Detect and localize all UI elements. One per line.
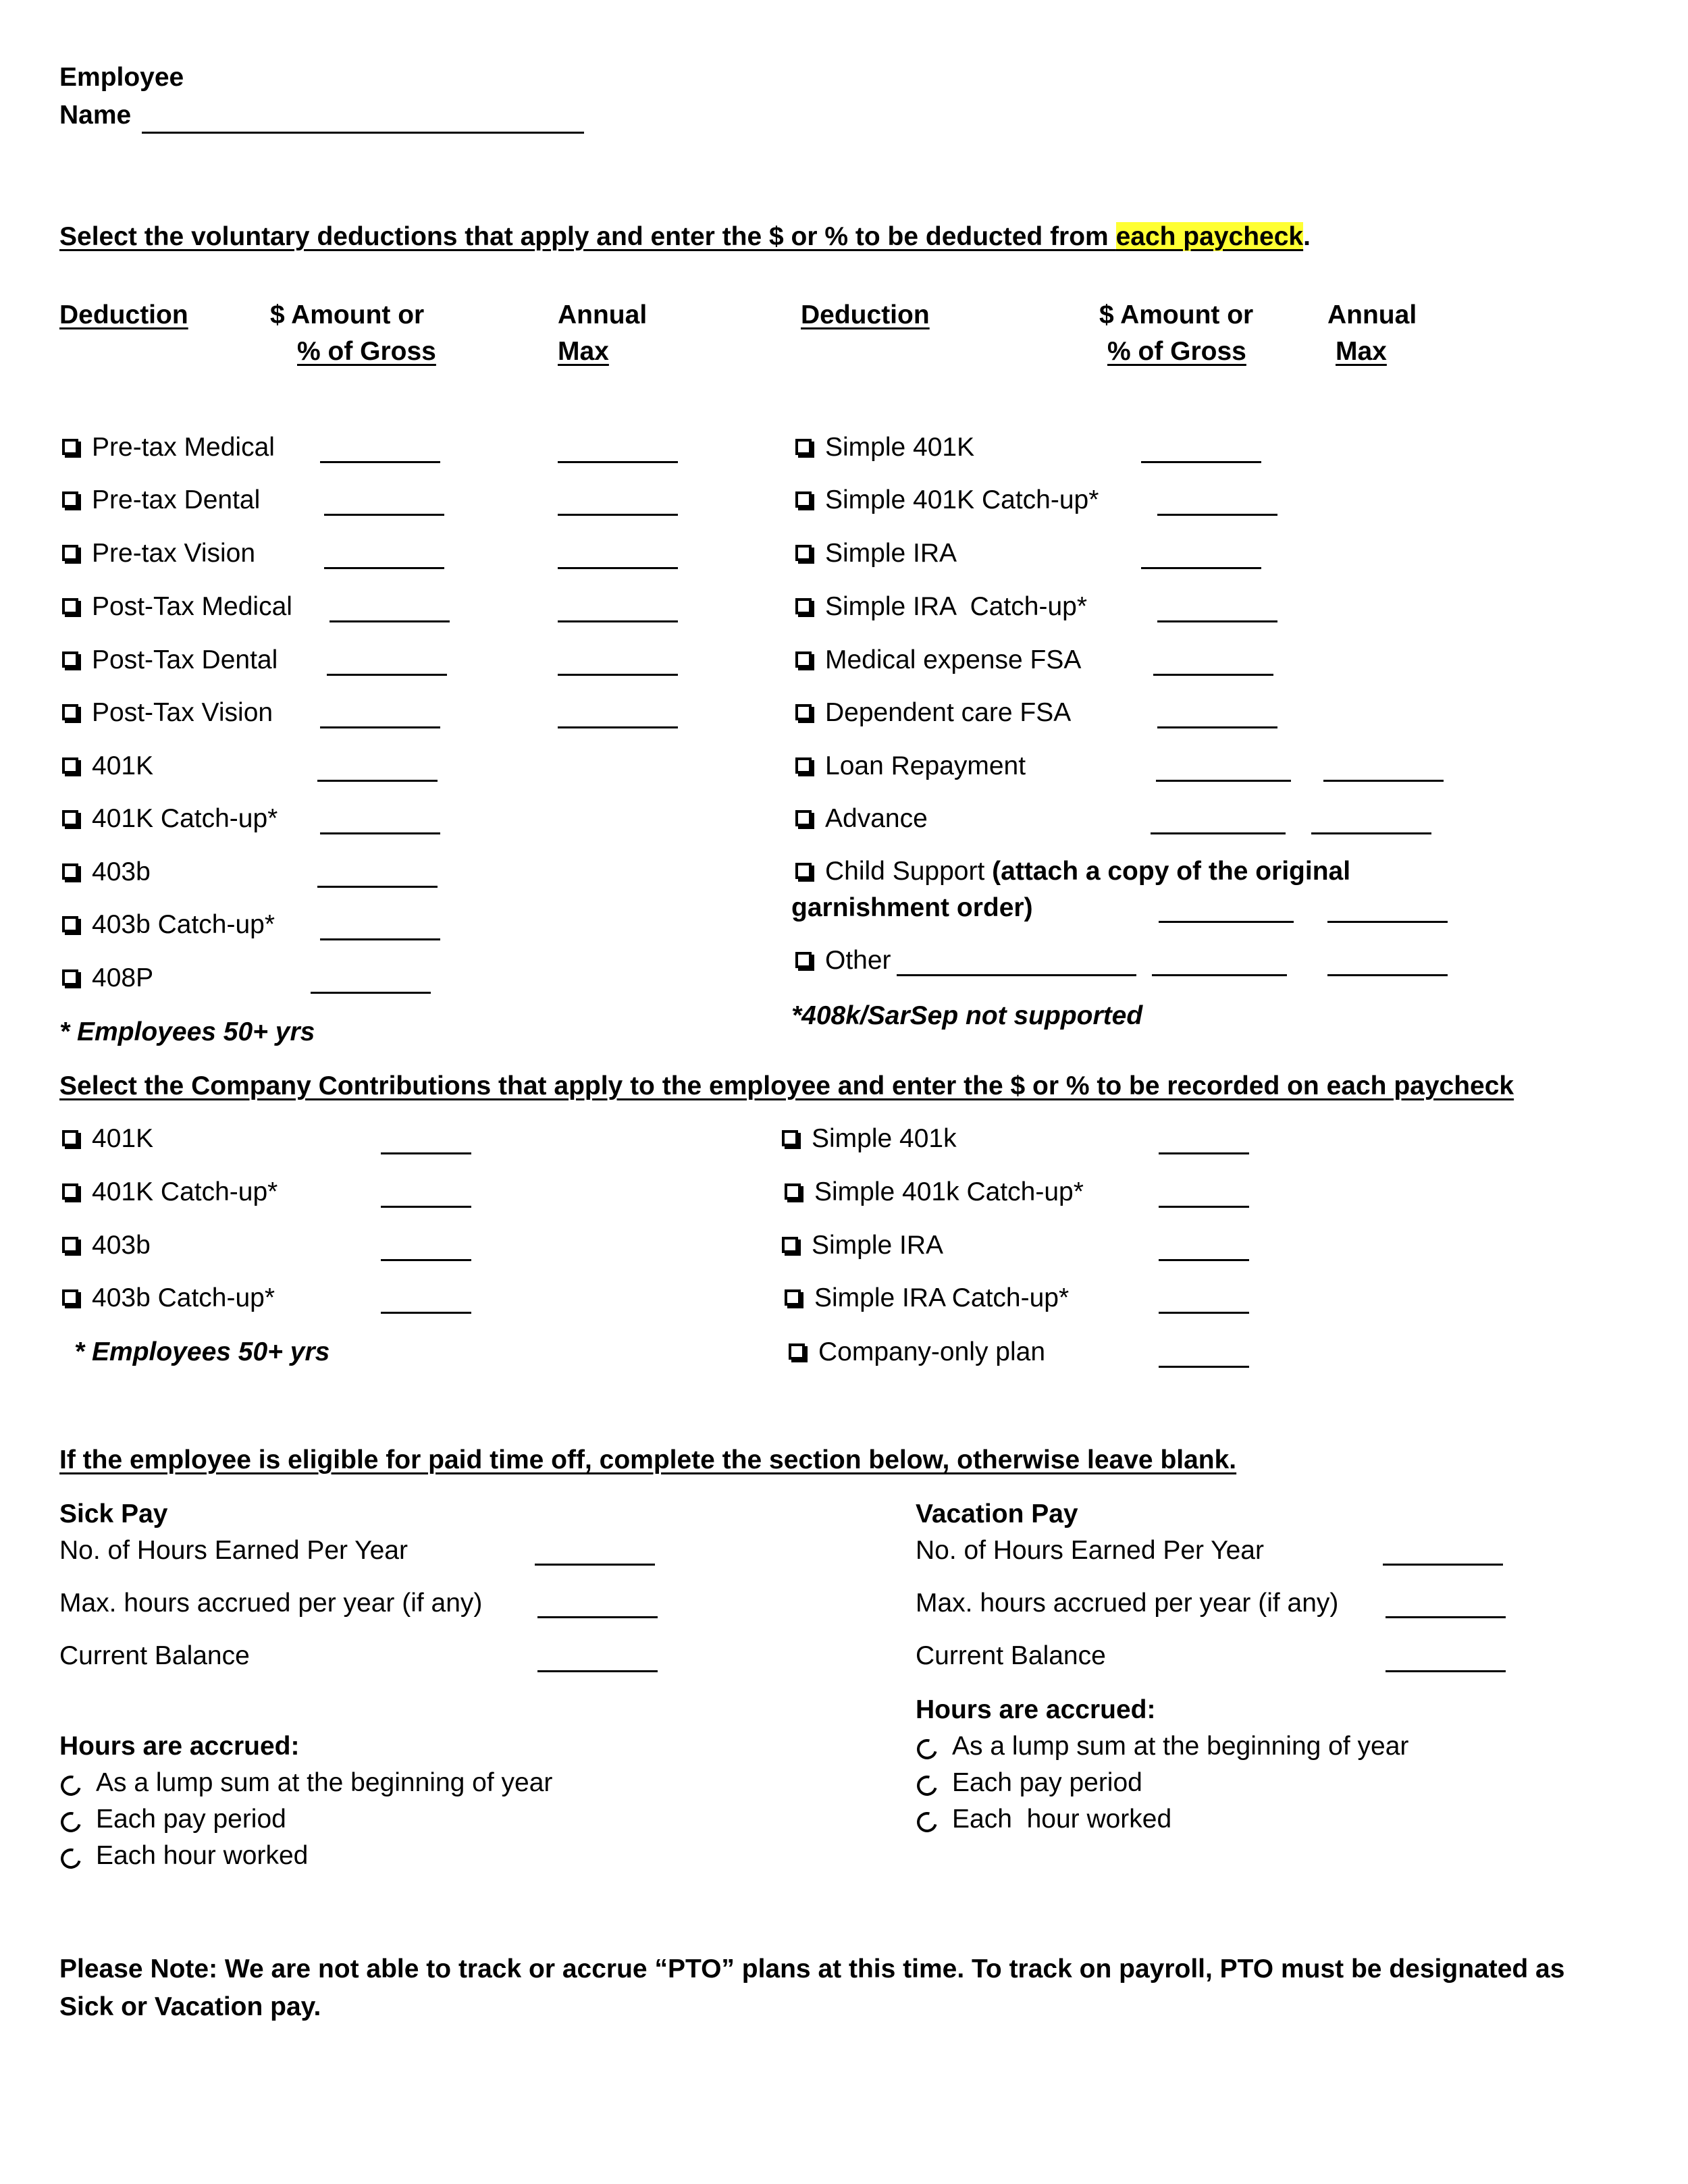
employee-label: Employee	[59, 63, 184, 92]
sick-current-balance-label: Current Balance	[59, 1641, 250, 1670]
col-deduction-left: Deduction	[59, 300, 188, 329]
vacation-as-a-lump-sum-at-the-beginning-of-year-label: As a lump sum at the beginning of year	[952, 1732, 1409, 1761]
post-tax-dental-max-field[interactable]	[558, 674, 678, 676]
dependent-care-fsa-amount-field[interactable]	[1157, 726, 1277, 728]
contrib-403b-checkbox[interactable]	[62, 1237, 78, 1253]
sick-current-balance-field[interactable]	[537, 1670, 658, 1672]
401k-catch-up-checkbox[interactable]	[62, 810, 78, 826]
pre-tax-dental-amount-field[interactable]	[324, 514, 444, 516]
contrib-company-only-plan-amount-field[interactable]	[1159, 1366, 1249, 1368]
name-label: Name	[59, 101, 132, 130]
vacation-hours-earned-label: No. of Hours Earned Per Year	[916, 1536, 1264, 1565]
contrib-simple-401k-catch-up-label: Simple 401k Catch-up*	[814, 1177, 1084, 1206]
sick-pay-title: Sick Pay	[59, 1499, 168, 1528]
post-tax-medical-amount-field[interactable]	[329, 620, 450, 622]
403b-label: 403b	[92, 857, 151, 886]
contrib-403b-catch-up-checkbox[interactable]	[62, 1289, 78, 1306]
contrib-simple-401k-label: Simple 401k	[812, 1124, 957, 1153]
contrib-401k-catch-up-checkbox[interactable]	[62, 1183, 78, 1200]
contrib-403b-amount-field[interactable]	[381, 1259, 471, 1261]
simple-401k-checkbox[interactable]	[795, 439, 812, 455]
child-support-label: Child Support	[825, 857, 985, 886]
post-tax-medical-max-field[interactable]	[558, 620, 678, 622]
contrib-company-only-plan-checkbox[interactable]	[789, 1343, 805, 1360]
medical-expense-fsa-label: Medical expense FSA	[825, 645, 1082, 674]
post-tax-dental-checkbox[interactable]	[62, 651, 78, 668]
vacation-current-balance-field[interactable]	[1386, 1670, 1506, 1672]
vacation-as-a-lump-sum-at-the-beginning-of-year-radio[interactable]	[914, 1736, 941, 1763]
408p-amount-field[interactable]	[311, 992, 431, 994]
pre-tax-medical-max-field[interactable]	[558, 461, 678, 463]
408p-label: 408P	[92, 963, 154, 992]
col-amount-left-1: $ Amount or	[270, 300, 425, 329]
contrib-simple-ira-catch-up-checkbox[interactable]	[785, 1289, 801, 1306]
vacation-each-hour-worked-label: Each hour worked	[952, 1805, 1172, 1834]
sick-accrued-label: Hours are accrued:	[59, 1732, 300, 1761]
sick-as-a-lump-sum-at-the-beginning-of-year-label: As a lump sum at the beginning of year	[96, 1768, 553, 1797]
contrib-simple-401k-amount-field[interactable]	[1159, 1152, 1249, 1154]
child-support-checkbox[interactable]	[795, 863, 812, 879]
sick-each-pay-period-label: Each pay period	[96, 1805, 286, 1834]
loan-repayment-max-field[interactable]	[1323, 780, 1444, 782]
col-annual-right-1: Annual	[1327, 300, 1417, 329]
left-footnote: * Employees 50+ yrs	[59, 1017, 315, 1046]
contrib-simple-ira-catch-up-label: Simple IRA Catch-up*	[814, 1283, 1070, 1312]
contributions-footnote: * Employees 50+ yrs	[74, 1337, 330, 1366]
vacation-each-pay-period-label: Each pay period	[952, 1768, 1142, 1797]
col-amount-left-2: % of Gross	[297, 337, 436, 366]
dependent-care-fsa-label: Dependent care FSA	[825, 698, 1072, 727]
simple-ira-catch-up-amount-field[interactable]	[1157, 620, 1277, 622]
pre-tax-dental-label: Pre-tax Dental	[92, 485, 261, 514]
post-tax-vision-max-field[interactable]	[558, 726, 678, 728]
contrib-simple-ira-label: Simple IRA	[812, 1231, 944, 1260]
child-support-row	[825, 856, 1350, 888]
contrib-company-only-plan-label: Company-only plan	[818, 1337, 1046, 1366]
col-annual-left-1: Annual	[558, 300, 648, 329]
sick-hours-earned-label: No. of Hours Earned Per Year	[59, 1536, 408, 1565]
sick-each-hour-worked-label: Each hour worked	[96, 1841, 309, 1870]
child-support-note-2: garnishment order)	[791, 893, 1033, 922]
pre-tax-medical-checkbox[interactable]	[62, 439, 78, 455]
contrib-simple-ira-amount-field[interactable]	[1159, 1259, 1249, 1261]
other-label: Other	[825, 946, 891, 975]
pre-tax-vision-max-field[interactable]	[558, 567, 678, 569]
pto-instruction: If the employee is eligible for paid time off, complete the section below, otherwise leave blank.	[59, 1445, 1237, 1474]
advance-checkbox[interactable]	[795, 810, 812, 826]
403b-checkbox[interactable]	[62, 863, 78, 880]
simple-401k-amount-field[interactable]	[1141, 461, 1261, 463]
vacation-current-balance-label: Current Balance	[916, 1641, 1106, 1670]
post-tax-dental-amount-field[interactable]	[327, 674, 447, 676]
contrib-simple-401k-catch-up-checkbox[interactable]	[785, 1183, 801, 1200]
advance-label: Advance	[825, 804, 928, 833]
pre-tax-dental-checkbox[interactable]	[62, 491, 78, 508]
sick-max-hours-label: Max. hours accrued per year (if any)	[59, 1589, 483, 1618]
simple-ira-catch-up-checkbox[interactable]	[795, 598, 812, 614]
other-checkbox[interactable]	[795, 952, 812, 968]
post-tax-dental-label: Post-Tax Dental	[92, 645, 278, 674]
sick-max-hours-field[interactable]	[537, 1616, 658, 1618]
contributions-instruction: Select the Company Contributions that apply to the employee and enter the $ or % to be recorded on each paycheck	[59, 1071, 1514, 1100]
pre-tax-medical-amount-field[interactable]	[320, 461, 440, 463]
simple-ira-catch-up-label: Simple IRA Catch-up*	[825, 592, 1088, 621]
simple-ira-checkbox[interactable]	[795, 545, 812, 561]
medical-expense-fsa-checkbox[interactable]	[795, 651, 812, 668]
child-support-amount-field[interactable]	[1159, 921, 1294, 923]
sick-each-pay-period-radio[interactable]	[57, 1809, 85, 1836]
401k-amount-field[interactable]	[317, 780, 438, 782]
simple-ira-label: Simple IRA	[825, 539, 957, 568]
contrib-401k-checkbox[interactable]	[62, 1130, 78, 1146]
contrib-simple-ira-catch-up-amount-field[interactable]	[1159, 1312, 1249, 1314]
403b-catch-up-amount-field[interactable]	[320, 938, 440, 940]
contrib-simple-401k-catch-up-amount-field[interactable]	[1159, 1206, 1249, 1208]
simple-401k-catch-up-amount-field[interactable]	[1157, 514, 1277, 516]
simple-401k-catch-up-checkbox[interactable]	[795, 491, 812, 508]
simple-ira-amount-field[interactable]	[1141, 567, 1261, 569]
contrib-403b-label: 403b	[92, 1231, 151, 1260]
child-support-note: (attach a copy of the original	[992, 857, 1351, 886]
post-tax-vision-label: Post-Tax Vision	[92, 698, 273, 727]
advance-max-field[interactable]	[1311, 832, 1431, 834]
sick-hours-earned-field[interactable]	[535, 1564, 655, 1566]
vacation-each-pay-period-radio[interactable]	[914, 1772, 941, 1800]
post-tax-medical-checkbox[interactable]	[62, 598, 78, 614]
note-line-2: Sick or Vacation pay.	[59, 1992, 321, 2021]
highlighted-text: each paycheck	[1115, 222, 1304, 251]
post-tax-vision-checkbox[interactable]	[62, 704, 78, 720]
vacation-hours-earned-field[interactable]	[1383, 1564, 1503, 1566]
loan-repayment-label: Loan Repayment	[825, 751, 1026, 780]
sick-as-a-lump-sum-at-the-beginning-of-year-radio[interactable]	[57, 1772, 85, 1800]
401k-label: 401K	[92, 751, 154, 780]
contrib-403b-catch-up-label: 403b Catch-up*	[92, 1283, 275, 1312]
note-line-1: Please Note: We are not able to track or accrue “PTO” plans at this time. To track on payroll, PTO must be designated as	[59, 1954, 1565, 1983]
dependent-care-fsa-checkbox[interactable]	[795, 704, 812, 720]
contrib-403b-catch-up-amount-field[interactable]	[381, 1312, 471, 1314]
pre-tax-vision-label: Pre-tax Vision	[92, 539, 256, 568]
vacation-accrued-label: Hours are accrued:	[916, 1695, 1156, 1724]
sick-each-hour-worked-radio[interactable]	[57, 1845, 85, 1873]
col-amount-right-2: % of Gross	[1107, 337, 1246, 366]
408p-checkbox[interactable]	[62, 969, 78, 986]
403b-catch-up-checkbox[interactable]	[62, 916, 78, 932]
post-tax-vision-amount-field[interactable]	[320, 726, 440, 728]
401k-checkbox[interactable]	[62, 757, 78, 774]
simple-401k-label: Simple 401K	[825, 433, 975, 462]
col-amount-right-1: $ Amount or	[1099, 300, 1254, 329]
simple-401k-catch-up-label: Simple 401K Catch-up*	[825, 485, 1099, 514]
contrib-401k-catch-up-label: 401K Catch-up*	[92, 1177, 278, 1206]
other-amount-field[interactable]	[1152, 974, 1287, 976]
401k-catch-up-amount-field[interactable]	[320, 832, 440, 834]
vacation-max-hours-field[interactable]	[1386, 1616, 1506, 1618]
col-annual-left-2: Max	[558, 337, 609, 366]
vacation-pay-title: Vacation Pay	[916, 1499, 1078, 1528]
401k-catch-up-label: 401K Catch-up*	[92, 804, 278, 833]
employee-name-field[interactable]	[142, 132, 584, 134]
post-tax-medical-label: Post-Tax Medical	[92, 592, 292, 621]
pre-tax-medical-label: Pre-tax Medical	[92, 433, 275, 462]
403b-amount-field[interactable]	[317, 886, 438, 888]
vacation-max-hours-label: Max. hours accrued per year (if any)	[916, 1589, 1339, 1618]
pre-tax-vision-checkbox[interactable]	[62, 545, 78, 561]
other-max-field[interactable]	[1327, 974, 1448, 976]
contrib-simple-401k-checkbox[interactable]	[782, 1130, 798, 1146]
advance-amount-field[interactable]	[1151, 832, 1286, 834]
pre-tax-vision-amount-field[interactable]	[324, 567, 444, 569]
col-deduction-right: Deduction	[801, 300, 930, 329]
medical-expense-fsa-amount-field[interactable]	[1153, 674, 1273, 676]
loan-repayment-checkbox[interactable]	[795, 757, 812, 774]
deductions-instruction: Select the voluntary deductions that apply and enter the $ or % to be deducted from each paycheck.	[59, 222, 1311, 251]
other-name-field[interactable]	[897, 974, 1136, 976]
contrib-401k-label: 401K	[92, 1124, 154, 1153]
contrib-simple-ira-checkbox[interactable]	[782, 1237, 798, 1253]
vacation-each-hour-worked-radio[interactable]	[914, 1809, 941, 1836]
403b-catch-up-label: 403b Catch-up*	[92, 910, 275, 939]
col-annual-right-2: Max	[1336, 337, 1387, 366]
contrib-401k-catch-up-amount-field[interactable]	[381, 1206, 471, 1208]
pre-tax-dental-max-field[interactable]	[558, 514, 678, 516]
loan-repayment-amount-field[interactable]	[1156, 780, 1291, 782]
right-footnote: *408k/SarSep not supported	[791, 1001, 1143, 1030]
contrib-401k-amount-field[interactable]	[381, 1152, 471, 1154]
child-support-max-field[interactable]	[1327, 921, 1448, 923]
